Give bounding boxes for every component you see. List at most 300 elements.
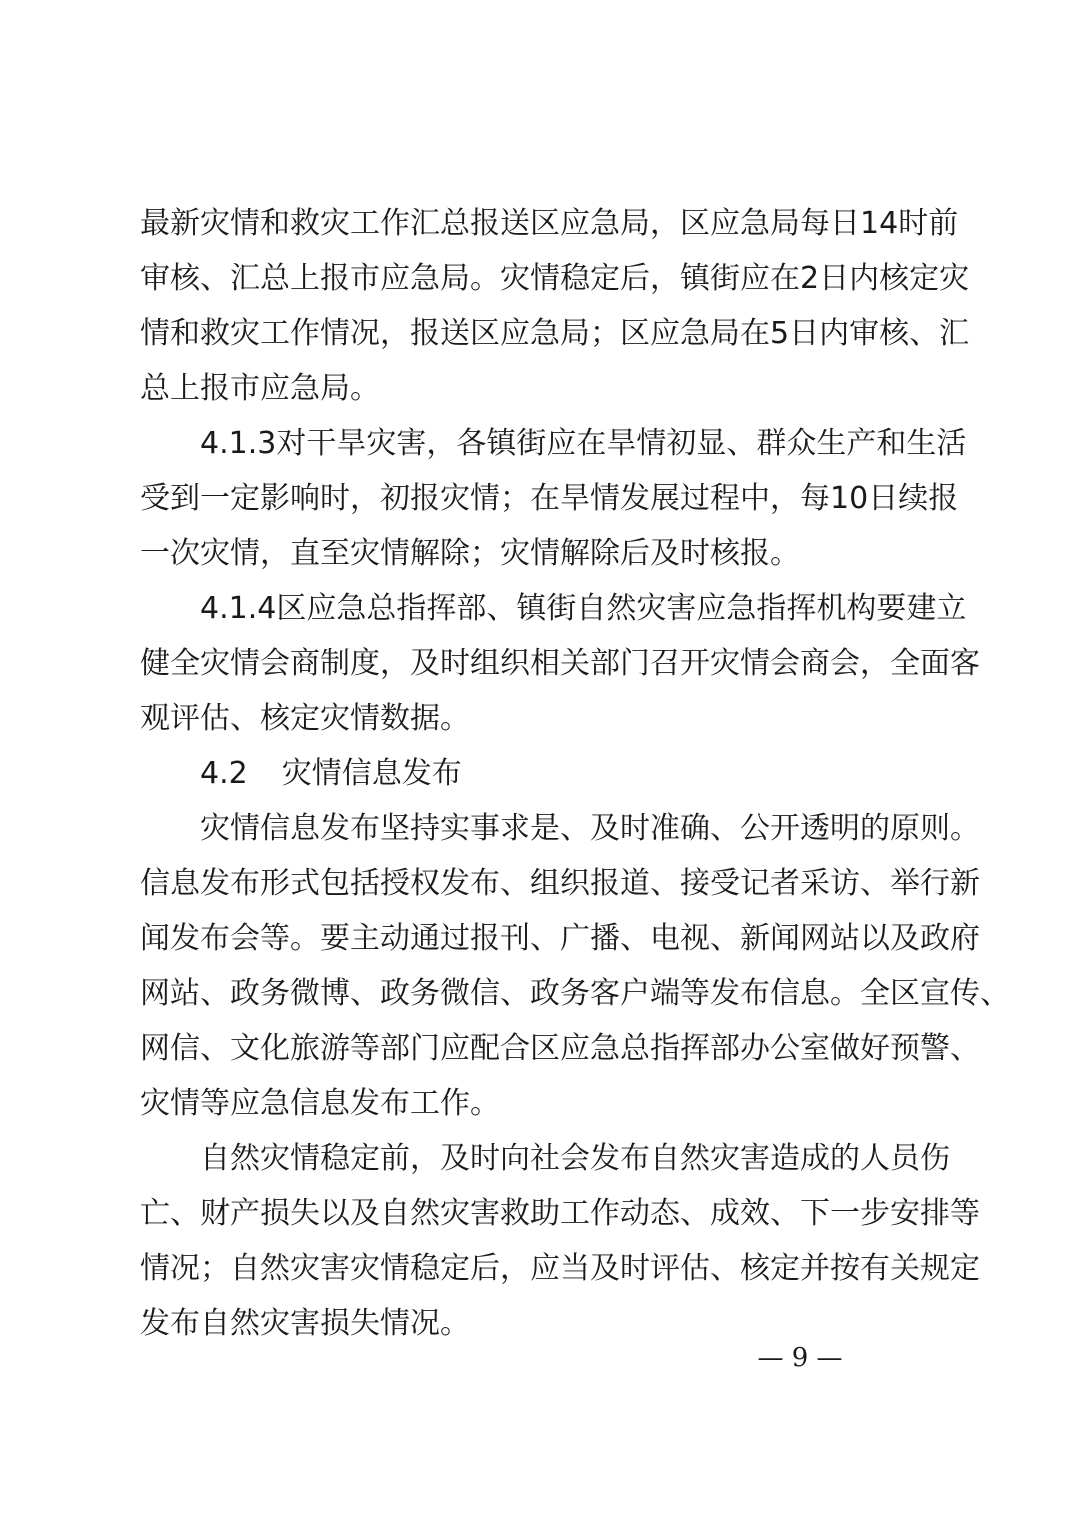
text-segment: 步 bbox=[860, 1196, 890, 1231]
text-segment: 报 bbox=[928, 481, 959, 516]
text-segment: 稳 bbox=[410, 1251, 440, 1286]
text-segment: 害 bbox=[740, 1141, 770, 1176]
text-segment: 影 bbox=[260, 481, 290, 516]
text-segment: 各 bbox=[456, 426, 487, 461]
text-segment: 局 bbox=[440, 261, 470, 296]
text-segment: 生 bbox=[906, 426, 937, 461]
text-segment: 4.1.3 bbox=[200, 426, 277, 461]
text-segment: 挥 bbox=[426, 591, 457, 626]
text-line bbox=[140, 1021, 980, 1076]
text-segment: 区 bbox=[890, 976, 920, 1011]
text-segment: 、 bbox=[200, 261, 230, 296]
text-segment: 灾 bbox=[710, 646, 740, 681]
text-segment: 政 bbox=[230, 976, 260, 1011]
text-segment: 发 bbox=[170, 921, 200, 956]
text-segment: 过 bbox=[440, 921, 470, 956]
text-segment: 核 bbox=[740, 1251, 770, 1286]
text-segment: 化 bbox=[260, 1031, 290, 1066]
text-segment: 况 bbox=[350, 316, 380, 351]
text-line: 一次灾情，直至灾情解除；灾情解除后及时核报。 bbox=[140, 536, 800, 571]
text-segment: 汇 bbox=[230, 261, 260, 296]
text-segment: 局 bbox=[770, 206, 800, 241]
text-segment: 采 bbox=[800, 866, 830, 901]
text-segment: 会 bbox=[230, 921, 260, 956]
text-segment: 伤 bbox=[920, 1141, 950, 1176]
text-segment: 害 bbox=[666, 591, 697, 626]
text-segment: 信 bbox=[170, 1031, 200, 1066]
text-segment: 事 bbox=[470, 811, 500, 846]
text-segment: 等 bbox=[260, 921, 290, 956]
text-segment: 核 bbox=[879, 316, 910, 351]
text-segment: 害 bbox=[396, 426, 427, 461]
text-segment: 及 bbox=[440, 1141, 470, 1176]
text-segment: 受 bbox=[710, 866, 740, 901]
text-segment: 局 bbox=[710, 316, 740, 351]
text-segment: 开 bbox=[770, 811, 800, 846]
text-segment: 、 bbox=[950, 1031, 980, 1066]
text-segment: 闻 bbox=[140, 921, 170, 956]
text-segment: 在 bbox=[740, 316, 770, 351]
text-segment: 在 bbox=[576, 426, 607, 461]
text-segment: 定 bbox=[770, 1251, 800, 1286]
text-segment: 对 bbox=[276, 426, 307, 461]
text-segment: 游 bbox=[320, 1031, 350, 1066]
text-line bbox=[140, 1241, 980, 1296]
text-segment: 网 bbox=[800, 921, 830, 956]
text-segment: 急 bbox=[590, 1031, 620, 1066]
text-segment: 情 bbox=[140, 1251, 170, 1286]
text-segment: 。 bbox=[830, 976, 860, 1011]
text-line bbox=[140, 416, 967, 471]
text-segment: 行 bbox=[920, 866, 950, 901]
text-segment: 等 bbox=[950, 1196, 980, 1231]
text-segment: 情 bbox=[530, 261, 560, 296]
text-segment: 微 bbox=[440, 976, 470, 1011]
text-segment: 内 bbox=[849, 261, 880, 296]
text-segment: 市 bbox=[350, 261, 380, 296]
text-segment: 态 bbox=[650, 1196, 680, 1231]
text-segment: 应 bbox=[560, 206, 590, 241]
text-segment: 商 bbox=[800, 646, 830, 681]
text-segment: 开 bbox=[680, 646, 710, 681]
text-segment: ， bbox=[380, 646, 410, 681]
text-segment: 定 bbox=[590, 261, 620, 296]
text-segment: 相 bbox=[530, 646, 560, 681]
text-segment: 确 bbox=[680, 811, 710, 846]
text-segment: ， bbox=[770, 481, 800, 516]
text-segment: 信 bbox=[140, 866, 170, 901]
text-segment: ， bbox=[350, 481, 380, 516]
text-segment: 道 bbox=[620, 866, 650, 901]
text-segment: 接 bbox=[680, 866, 710, 901]
text-segment: 灾 bbox=[440, 1196, 470, 1231]
text-segment: 财 bbox=[200, 1196, 230, 1231]
text-segment: 急 bbox=[590, 206, 620, 241]
text-segment: 时 bbox=[898, 206, 929, 241]
text-segment: 报 bbox=[410, 316, 440, 351]
text-segment: 初 bbox=[380, 481, 410, 516]
text-segment: 者 bbox=[770, 866, 800, 901]
text-segment: 括 bbox=[350, 866, 380, 901]
text-segment: 自 bbox=[650, 1141, 680, 1176]
text-segment: 面 bbox=[920, 646, 950, 681]
text-segment: 政 bbox=[530, 976, 560, 1011]
text-segment: 网 bbox=[140, 1031, 170, 1066]
text-segment: 有 bbox=[860, 1251, 890, 1286]
text-segment: 布 bbox=[620, 1141, 650, 1176]
text-segment: 初 bbox=[666, 426, 697, 461]
text-segment: 工 bbox=[560, 1196, 590, 1231]
text-segment: 响 bbox=[290, 481, 320, 516]
text-segment: 急 bbox=[680, 316, 710, 351]
text-segment: 况 bbox=[170, 1251, 200, 1286]
text-segment: 受 bbox=[140, 481, 170, 516]
text-segment: 应 bbox=[710, 206, 740, 241]
text-segment: 定 bbox=[230, 481, 260, 516]
text-segment: 视 bbox=[680, 921, 710, 956]
text-segment: 自 bbox=[230, 1251, 260, 1286]
text-segment: 部 bbox=[380, 1031, 410, 1066]
text-segment: 镇 bbox=[486, 426, 517, 461]
text-segment: 、 bbox=[726, 426, 757, 461]
text-segment: 后 bbox=[620, 261, 650, 296]
text-segment: ， bbox=[650, 206, 680, 241]
text-segment: 急 bbox=[336, 591, 367, 626]
text-segment: 作 bbox=[380, 206, 410, 241]
text-segment: 微 bbox=[290, 976, 320, 1011]
text-segment: 核 bbox=[879, 261, 910, 296]
text-segment: 情 bbox=[230, 811, 260, 846]
text-segment: 应 bbox=[546, 426, 577, 461]
text-segment: 指 bbox=[650, 1031, 680, 1066]
text-segment: ， bbox=[410, 1141, 440, 1176]
text-segment: 总 bbox=[366, 591, 397, 626]
text-segment: 街 bbox=[710, 261, 740, 296]
text-line: 灾情等应急信息发布工作。 bbox=[140, 1086, 500, 1121]
text-segment: 稳 bbox=[560, 261, 590, 296]
text-segment: 会 bbox=[830, 646, 860, 681]
text-segment: 好 bbox=[860, 1031, 890, 1066]
text-segment: 是 bbox=[530, 811, 560, 846]
text-segment: 报 bbox=[590, 866, 620, 901]
text-segment: 害 bbox=[470, 1196, 500, 1231]
text-segment: 机 bbox=[816, 591, 847, 626]
text-segment: 灾 bbox=[200, 206, 230, 241]
text-segment: 的 bbox=[860, 811, 890, 846]
text-segment: 务 bbox=[560, 976, 590, 1011]
text-segment: 发 bbox=[590, 1141, 620, 1176]
text-segment: 制 bbox=[320, 646, 350, 681]
text-segment: 灾 bbox=[710, 1141, 740, 1176]
text-segment: 时 bbox=[620, 1251, 650, 1286]
text-line bbox=[140, 636, 980, 691]
text-line bbox=[140, 306, 970, 361]
text-segment: 坚 bbox=[380, 811, 410, 846]
text-segment: 中 bbox=[740, 481, 770, 516]
text-segment: 情 bbox=[470, 481, 500, 516]
text-segment: 博 bbox=[320, 976, 350, 1011]
text-segment: 明 bbox=[830, 811, 860, 846]
text-segment: 报 bbox=[320, 261, 350, 296]
text-segment: 产 bbox=[230, 1196, 260, 1231]
text-segment: 日 bbox=[830, 206, 860, 241]
body-text bbox=[140, 196, 1010, 1351]
text-segment: 要 bbox=[876, 591, 907, 626]
text-segment: 过 bbox=[680, 481, 710, 516]
text-segment: 应 bbox=[530, 1251, 560, 1286]
text-line bbox=[140, 251, 970, 306]
text-segment: 救 bbox=[500, 1196, 530, 1231]
text-segment: 时 bbox=[320, 481, 350, 516]
section-number: 4.2 bbox=[200, 756, 248, 791]
text-segment: 后 bbox=[470, 1251, 500, 1286]
text-segment: 。 bbox=[950, 811, 980, 846]
text-segment: 要 bbox=[320, 921, 350, 956]
text-segment: 群 bbox=[756, 426, 787, 461]
text-segment: 及 bbox=[350, 1196, 380, 1231]
text-segment: 向 bbox=[500, 1141, 530, 1176]
text-segment: 区 bbox=[620, 316, 650, 351]
text-segment: 公 bbox=[770, 1031, 800, 1066]
text-segment: 定 bbox=[909, 261, 940, 296]
text-segment: 组 bbox=[470, 646, 500, 681]
text-line bbox=[140, 966, 1010, 1021]
text-segment: 信 bbox=[470, 976, 500, 1011]
text-segment: 作 bbox=[590, 1196, 620, 1231]
section-heading bbox=[140, 746, 940, 801]
text-segment: 播 bbox=[590, 921, 620, 956]
text-segment: ， bbox=[426, 426, 457, 461]
text-segment: 应 bbox=[560, 1031, 590, 1066]
text-segment: 刊 bbox=[500, 921, 530, 956]
text-segment: 和 bbox=[876, 426, 907, 461]
text-line bbox=[140, 911, 980, 966]
text-segment: 然 bbox=[410, 1196, 440, 1231]
text-segment: 5 bbox=[770, 316, 790, 351]
text-segment: 、 bbox=[530, 921, 560, 956]
text-segment: 前 bbox=[928, 206, 959, 241]
text-segment: 、 bbox=[909, 316, 940, 351]
text-segment: 记 bbox=[740, 866, 770, 901]
text-segment: 总 bbox=[440, 206, 470, 241]
text-line bbox=[140, 471, 959, 526]
text-segment: 失 bbox=[290, 1196, 320, 1231]
text-segment: 织 bbox=[500, 646, 530, 681]
text-segment: 情 bbox=[590, 481, 620, 516]
text-segment: 门 bbox=[620, 646, 650, 681]
text-segment: 、 bbox=[680, 1196, 710, 1231]
text-segment: 报 bbox=[470, 921, 500, 956]
text-segment: 定 bbox=[950, 1251, 980, 1286]
text-segment: 和 bbox=[260, 206, 290, 241]
text-segment: 部 bbox=[710, 1031, 740, 1066]
text-segment: 权 bbox=[410, 866, 440, 901]
text-segment: 应 bbox=[380, 261, 410, 296]
text-segment: 区 bbox=[276, 591, 307, 626]
text-segment: 挥 bbox=[680, 1031, 710, 1066]
text-segment: 展 bbox=[650, 481, 680, 516]
text-segment: 及 bbox=[410, 646, 440, 681]
text-segment: 灾 bbox=[290, 1251, 320, 1286]
text-segment: 警 bbox=[920, 1031, 950, 1066]
text-segment: 、 bbox=[710, 921, 740, 956]
text-segment: 救 bbox=[290, 206, 320, 241]
text-segment: 及 bbox=[590, 1251, 620, 1286]
text-segment: 区 bbox=[530, 206, 560, 241]
text-segment: 应 bbox=[650, 316, 680, 351]
text-segment: 政 bbox=[920, 921, 950, 956]
text-segment: 灾 bbox=[200, 646, 230, 681]
text-segment: 挥 bbox=[786, 591, 817, 626]
text-segment: ； bbox=[590, 316, 620, 351]
text-segment: 局 bbox=[560, 316, 590, 351]
text-segment: 最 bbox=[140, 206, 170, 241]
text-segment: 情 bbox=[636, 426, 667, 461]
text-segment: 生 bbox=[816, 426, 847, 461]
text-segment: 一 bbox=[830, 1196, 860, 1231]
text-segment: 度 bbox=[350, 646, 380, 681]
text-segment: 。 bbox=[470, 261, 500, 296]
text-segment: 网 bbox=[140, 976, 170, 1011]
text-segment: 合 bbox=[500, 1031, 530, 1066]
text-segment: 程 bbox=[710, 481, 740, 516]
text-segment: 广 bbox=[560, 921, 590, 956]
text-segment: 客 bbox=[590, 976, 620, 1011]
text-segment: 然 bbox=[606, 591, 637, 626]
text-segment: 到 bbox=[170, 481, 200, 516]
text-segment: 新 bbox=[170, 206, 200, 241]
text-segment: 安 bbox=[890, 1196, 920, 1231]
text-segment: 在 bbox=[530, 481, 560, 516]
text-segment: 实 bbox=[440, 811, 470, 846]
page-number: — 9 — bbox=[757, 1343, 843, 1373]
text-segment: 送 bbox=[500, 206, 530, 241]
text-segment: 成 bbox=[710, 1196, 740, 1231]
text-segment: 、 bbox=[486, 591, 517, 626]
text-segment: 每 bbox=[800, 481, 830, 516]
section-title: 灾情信息发布 bbox=[281, 756, 462, 791]
text-segment: 户 bbox=[620, 976, 650, 1011]
text-line bbox=[140, 856, 980, 911]
text-segment: 自 bbox=[200, 1141, 230, 1176]
text-segment: 然 bbox=[680, 1141, 710, 1176]
text-segment: 急 bbox=[740, 206, 770, 241]
text-segment: 按 bbox=[830, 1251, 860, 1286]
text-line bbox=[140, 801, 980, 856]
text-segment: 、 bbox=[560, 811, 590, 846]
text-segment: 应 bbox=[696, 591, 727, 626]
text-segment: 动 bbox=[380, 921, 410, 956]
text-segment: 客 bbox=[950, 646, 980, 681]
text-segment: 。 bbox=[290, 921, 320, 956]
text-segment: 当 bbox=[560, 1251, 590, 1286]
text-segment: 亡 bbox=[140, 1196, 170, 1231]
text-segment: 访 bbox=[830, 866, 860, 901]
text-segment: 急 bbox=[530, 316, 560, 351]
text-segment: 做 bbox=[830, 1031, 860, 1066]
text-segment: 审 bbox=[140, 261, 170, 296]
text-segment: 指 bbox=[396, 591, 427, 626]
text-segment: ， bbox=[860, 646, 890, 681]
text-segment: 规 bbox=[920, 1251, 950, 1286]
text-segment: 门 bbox=[410, 1031, 440, 1066]
text-segment: 、 bbox=[500, 866, 530, 901]
text-segment: 造 bbox=[770, 1141, 800, 1176]
text-segment: 自 bbox=[380, 1196, 410, 1231]
text-segment: 灾 bbox=[366, 426, 397, 461]
text-segment: 灾 bbox=[350, 1251, 380, 1286]
text-segment: 核 bbox=[170, 261, 200, 296]
text-segment: 电 bbox=[650, 921, 680, 956]
text-segment: 灾 bbox=[939, 261, 970, 296]
text-segment: 灾 bbox=[260, 1141, 290, 1176]
text-segment: 文 bbox=[230, 1031, 260, 1066]
text-segment: 审 bbox=[849, 316, 880, 351]
text-segment: 报 bbox=[470, 206, 500, 241]
text-segment: 区 bbox=[470, 316, 500, 351]
text-segment: 建 bbox=[906, 591, 937, 626]
text-segment: ； bbox=[500, 481, 530, 516]
text-segment: 全 bbox=[170, 646, 200, 681]
text-segment: 构 bbox=[846, 591, 877, 626]
text-segment: 应 bbox=[440, 1031, 470, 1066]
text-segment: 救 bbox=[200, 316, 230, 351]
text-segment: 旱 bbox=[560, 481, 590, 516]
text-segment: 街 bbox=[546, 591, 577, 626]
text-segment: ， bbox=[380, 316, 410, 351]
text-segment: 、 bbox=[620, 921, 650, 956]
text-segment: 时 bbox=[470, 1141, 500, 1176]
text-segment: 前 bbox=[380, 1141, 410, 1176]
text-segment: 包 bbox=[320, 866, 350, 901]
text-segment: 灾 bbox=[320, 206, 350, 241]
text-segment: 等 bbox=[350, 1031, 380, 1066]
text-segment: 部 bbox=[590, 646, 620, 681]
text-segment: 透 bbox=[800, 811, 830, 846]
text-segment: 全 bbox=[860, 976, 890, 1011]
text-segment: 、 bbox=[710, 1251, 740, 1286]
text-segment: 准 bbox=[650, 811, 680, 846]
text-segment: 续 bbox=[898, 481, 929, 516]
text-segment: 室 bbox=[800, 1031, 830, 1066]
text-segment: 灾 bbox=[230, 316, 260, 351]
text-segment: 息 bbox=[290, 811, 320, 846]
text-segment: ， bbox=[500, 1251, 530, 1286]
text-segment: 会 bbox=[560, 1141, 590, 1176]
text-segment: 显 bbox=[696, 426, 727, 461]
text-segment: 定 bbox=[350, 1141, 380, 1176]
text-segment: 宣 bbox=[920, 976, 950, 1011]
text-line bbox=[140, 196, 959, 251]
text-segment: 织 bbox=[560, 866, 590, 901]
text-segment: 局 bbox=[620, 206, 650, 241]
text-segment: 原 bbox=[890, 811, 920, 846]
text-segment: 以 bbox=[320, 1196, 350, 1231]
text-segment: 健 bbox=[140, 646, 170, 681]
text-segment: 组 bbox=[530, 866, 560, 901]
text-segment: 助 bbox=[530, 1196, 560, 1231]
text-segment: 急 bbox=[410, 261, 440, 296]
text-segment: 布 bbox=[350, 811, 380, 846]
text-segment: 立 bbox=[936, 591, 967, 626]
text-segment: 情 bbox=[230, 206, 260, 241]
text-segment: 效 bbox=[740, 1196, 770, 1231]
text-segment: 旅 bbox=[290, 1031, 320, 1066]
text-segment: 排 bbox=[920, 1196, 950, 1231]
text-segment: 急 bbox=[726, 591, 757, 626]
text-segment: 作 bbox=[290, 316, 320, 351]
text-segment: 、 bbox=[200, 1031, 230, 1066]
